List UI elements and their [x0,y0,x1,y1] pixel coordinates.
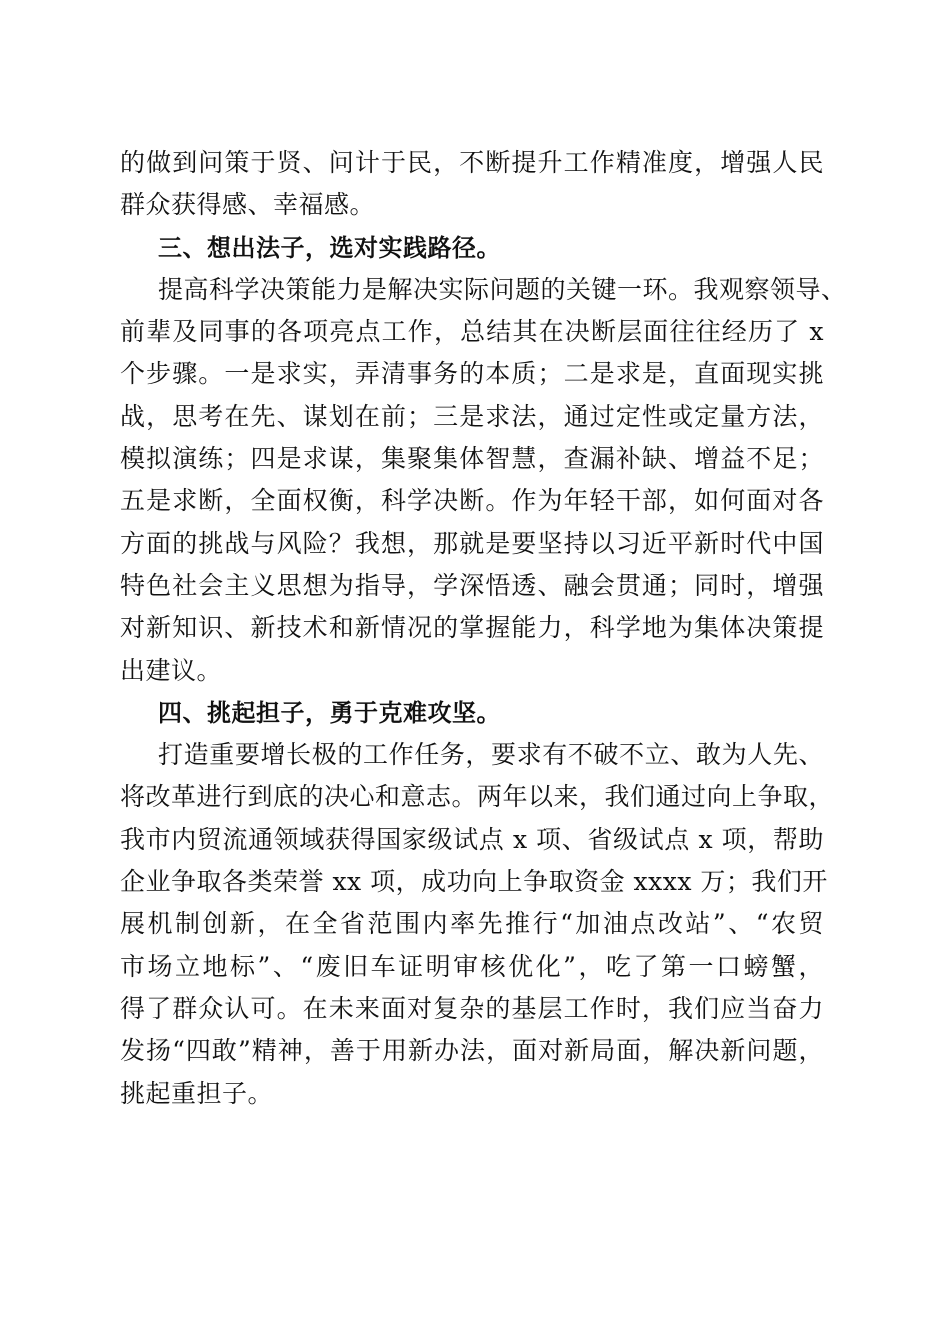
text-line: 群众获得感、幸福感。 [120,190,376,220]
text-line: 市场立地标”、“废旧车证明审核优化”，吃了第一口螃蟹， [120,951,824,981]
document-body [120,142,847,1115]
text-line: 提高科学决策能力是解决实际问题的关键一环。我观察领导、 [158,274,847,304]
intro-paragraph [120,142,824,227]
text-line: 我市内贸流通领域获得国家级试点 x 项、省级试点 x 项，帮助 [120,824,824,854]
text-line: 前辈及同事的各项亮点工作，总结其在决断层面往往经历了 x [120,317,824,347]
text-line: 企业争取各类荣誉 xx 项，成功向上争取资金 xxxx 万；我们开 [120,867,828,897]
text-line: 挑起重担子。 [120,1078,274,1108]
text-line: 五是求断，全面权衡，科学决断。作为年轻干部，如何面对各 [120,486,824,516]
section-heading-3: 三、想出法子，选对实践路径。 [158,233,501,262]
section-heading-4: 四、挑起担子，勇于克难攻坚。 [158,698,501,727]
text-line: 特色社会主义思想为指导，学深悟透、融会贯通；同时，增强 [120,570,824,600]
text-line: 打造重要增长极的工作任务，要求有不破不立、敢为人先、 [158,740,824,770]
text-line: 模拟演练；四是求谋，集聚集体智慧，查漏补缺、增益不足； [120,444,824,474]
text-line: 将改革进行到底的决心和意志。两年以来，我们通过向上争取， [120,782,835,812]
text-line: 战，思考在先、谋划在前；三是求法，通过定性或定量方法， [120,401,824,431]
text-line: 对新知识、新技术和新情况的掌握能力，科学地为集体决策提 [120,613,824,643]
text-line: 展机制创新，在全省范围内率先推行“加油点改站”、“农贸 [120,909,824,939]
text-line: 方面的挑战与风险？我想，那就是要坚持以习近平新时代中国 [120,528,824,558]
text-line: 出建议。 [120,655,223,685]
text-line: 的做到问策于贤、问计于民，不断提升工作精准度，增强人民 [120,148,824,177]
section-4-paragraph [120,734,835,1115]
text-line: 个步骤。一是求实，弄清事务的本质；二是求是，直面现实挑 [120,359,824,389]
text-line: 发扬“四敢”精神，善于用新办法，面对新局面，解决新问题， [120,1036,824,1066]
text-line: 得了群众认可。在未来面对复杂的基层工作时，我们应当奋力 [120,993,824,1023]
section-3-paragraph [120,269,847,692]
